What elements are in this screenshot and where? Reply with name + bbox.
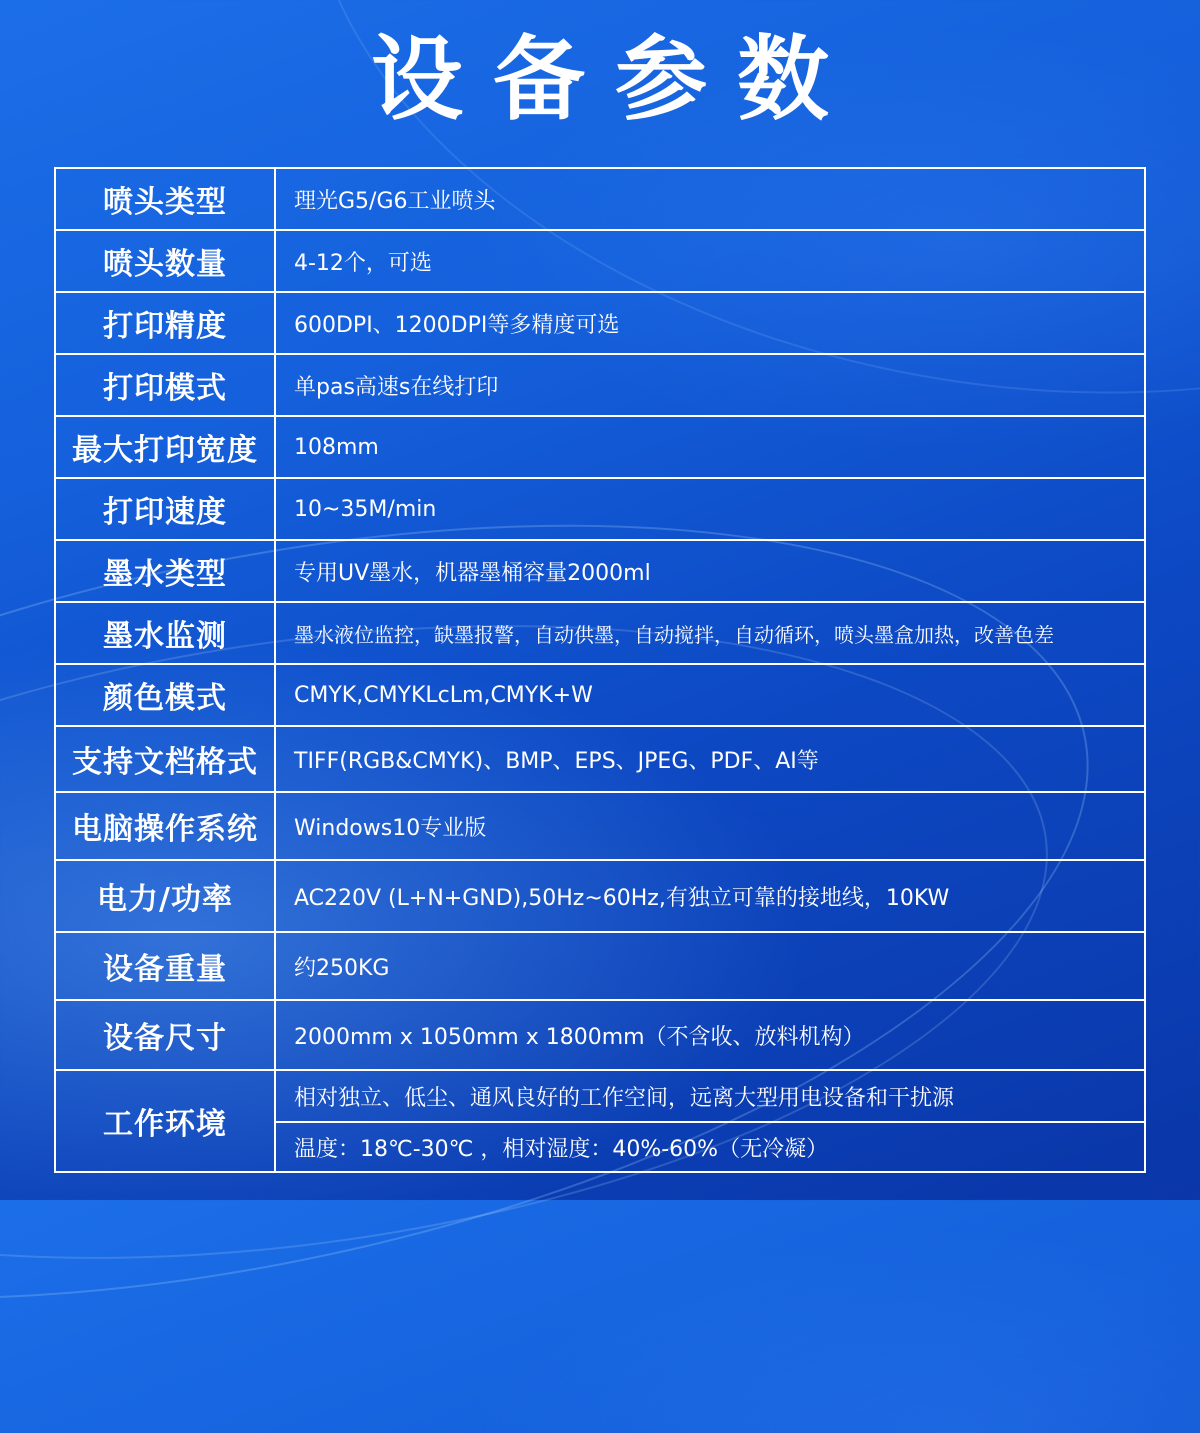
spec-value: 温度：18℃-30℃ ，相对湿度：40%-60%（无冷凝） [275, 1122, 1145, 1172]
spec-row [55, 726, 1145, 792]
spec-value: TIFF(RGB&CMYK)、BMP、EPS、JPEG、PDF、AI等 [275, 726, 1145, 792]
spec-label: 电脑操作系统 [55, 792, 275, 860]
spec-label: 打印速度 [55, 478, 275, 540]
spec-row [55, 354, 1145, 416]
spec-value: 10~35M/min [275, 478, 1145, 540]
spec-label: 打印精度 [55, 292, 275, 354]
spec-label: 工作环境 [55, 1070, 275, 1172]
spec-label: 打印模式 [55, 354, 275, 416]
spec-label: 喷头数量 [55, 230, 275, 292]
spec-value: 约250KG [275, 932, 1145, 1000]
spec-label: 喷头类型 [55, 168, 275, 230]
spec-value: 墨水液位监控，缺墨报警，自动供墨，自动搅拌，自动循环，喷头墨盒加热，改善色差 [275, 602, 1145, 664]
spec-label: 电力/功率 [55, 860, 275, 932]
spec-row [55, 602, 1145, 664]
spec-table [54, 167, 1146, 1173]
spec-row [55, 540, 1145, 602]
spec-label: 颜色模式 [55, 664, 275, 726]
spec-label: 设备重量 [55, 932, 275, 1000]
spec-label: 最大打印宽度 [55, 416, 275, 478]
spec-row [55, 292, 1145, 354]
spec-value: 相对独立、低尘、通风良好的工作空间，远离大型用电设备和干扰源 [275, 1070, 1145, 1122]
spec-value: 专用UV墨水，机器墨桶容量2000ml [275, 540, 1145, 602]
spec-value: Windows10专业版 [275, 792, 1145, 860]
spec-value: CMYK,CMYKLcLm,CMYK+W [275, 664, 1145, 726]
spec-row [55, 1000, 1145, 1070]
spec-label: 支持文档格式 [55, 726, 275, 792]
spec-row [55, 792, 1145, 860]
spec-value: 2000mm x 1050mm x 1800mm（不含收、放料机构） [275, 1000, 1145, 1070]
spec-label: 墨水监测 [55, 602, 275, 664]
spec-value: 108mm [275, 416, 1145, 478]
spec-row [55, 664, 1145, 726]
spec-row [55, 1070, 1145, 1122]
spec-value: 理光G5/G6工业喷头 [275, 168, 1145, 230]
spec-row [55, 416, 1145, 478]
spec-label: 设备尺寸 [55, 1000, 275, 1070]
spec-row [55, 168, 1145, 230]
spec-row [55, 230, 1145, 292]
spec-row [55, 932, 1145, 1000]
spec-value: 4-12个，可选 [275, 230, 1145, 292]
spec-value: AC220V (L+N+GND),50Hz~60Hz,有独立可靠的接地线，10KW [275, 860, 1145, 932]
spec-row [55, 860, 1145, 932]
spec-label: 墨水类型 [55, 540, 275, 602]
page-title: 设备参数 [370, 26, 859, 133]
spec-value: 600DPI、1200DPI等多精度可选 [275, 292, 1145, 354]
spec-value: 单pas高速s在线打印 [275, 354, 1145, 416]
spec-row [55, 478, 1145, 540]
